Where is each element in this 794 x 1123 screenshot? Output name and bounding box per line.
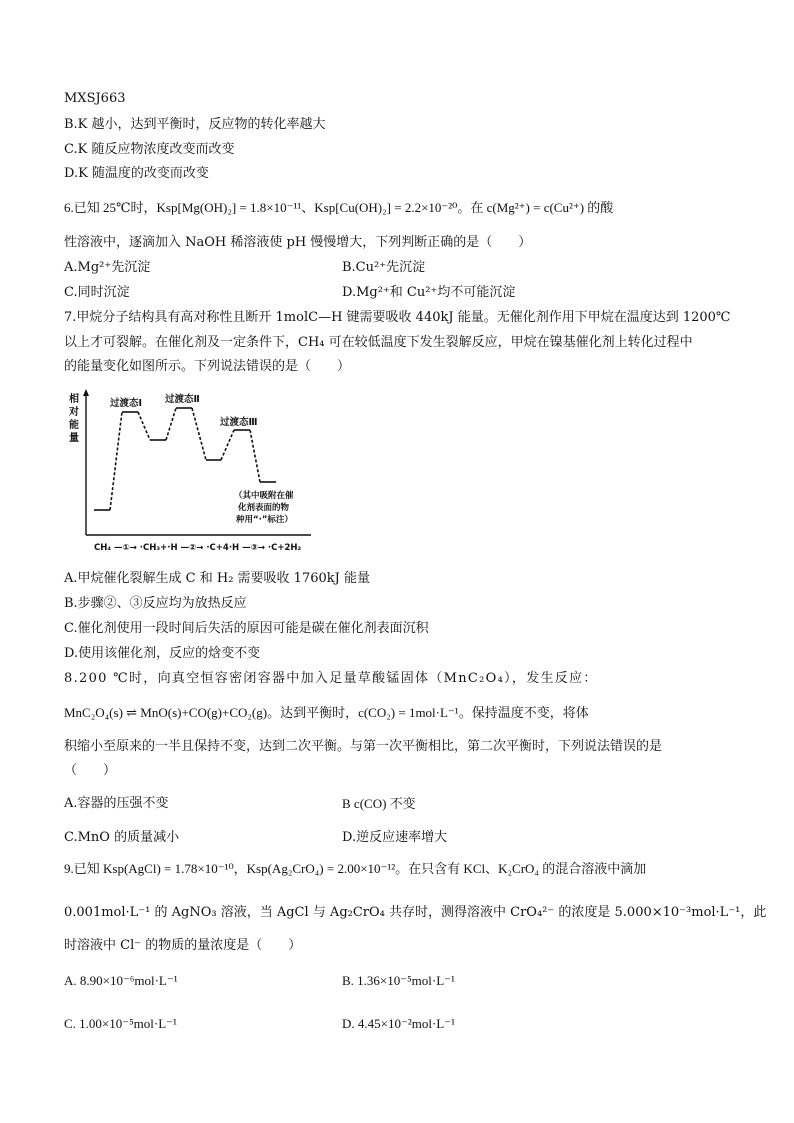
energy-profile-diagram — [66, 388, 316, 558]
path-fall-1 — [138, 412, 150, 440]
q5-option-d: D.K 随温度的改变而改变 — [64, 166, 209, 181]
q8-option-d: D.逆反应速率增大 — [342, 830, 448, 845]
q9-stem-line2: 0.001mol·L⁻¹ 的 AgNO₃ 溶液，当 AgCl 与 Ag₂CrO₄ 共存时，测得溶液中 CrO₄²⁻ 的浓度是 5.000×10⁻³mol·L⁻¹，此 — [64, 905, 767, 920]
q6-option-b: B.Cu²⁺先沉淀 — [342, 260, 426, 275]
q8-stem-line2: MnC₂O₄(s) ⇌ MnO(s)+CO(g)+CO₂(g)。达到平衡时，c(CO₂) = 1mol·L⁻¹。保持温度不变，将体 — [64, 705, 589, 720]
q5-option-c: C.K 随反应物浓度改变而改变 — [64, 142, 235, 157]
q8-stem-line1: 8.200 ℃时，向真空恒容密闭容器中加入足量草酸锰固体（MnC₂O₄），发生反应： — [64, 671, 598, 686]
q7-stem-line3: 的能量变化如图所示。下列说法错误的是（ ） — [64, 359, 351, 374]
path-rise-ts2 — [166, 408, 176, 440]
diagram-ylabel-4: 量 — [69, 433, 79, 444]
q6-option-c: C.同时沉淀 — [64, 285, 130, 300]
q7-option-d: D.使用该催化剂，反应的焓变不变 — [64, 646, 261, 661]
q8-option-c: C.MnO 的质量减小 — [64, 830, 180, 845]
q7-stem-line2: 以上才可裂解。在催化剂及一定条件下，CH₄ 可在较低温度下发生裂解反应，甲烷在镍基催化剂上转化过程中 — [64, 335, 693, 350]
label-ts1: 过渡态Ⅰ — [110, 398, 143, 409]
path-rise-ts1 — [110, 412, 122, 510]
diagram-reaction-path: CH₄ —①→ ·CH₃+·H —②→ ·C+4·H —③→ ·C+2H₂ — [94, 543, 302, 553]
q9-option-d: D. 4.45×10⁻²mol·L⁻¹ — [342, 1016, 455, 1031]
label-ts2: 过渡态Ⅱ — [165, 394, 200, 405]
q6-stem-line2: 性溶液中，逐滴加入 NaOH 稀溶液使 pH 慢慢增大，下列判断正确的是（ ） — [64, 235, 532, 250]
q6-option-d: D.Mg²⁺和 Cu²⁺均不可能沉淀 — [342, 285, 516, 300]
y-axis-arrow-icon — [83, 389, 89, 396]
diagram-note-line1: （其中吸附在催 — [234, 491, 294, 501]
path-rise-ts3 — [221, 430, 234, 460]
q9-option-c: C. 1.00×10⁻⁵mol·L⁻¹ — [64, 1016, 177, 1031]
diagram-ylabel-2: 对 — [69, 407, 79, 418]
q7-option-b: B.步骤②、③反应均为放热反应 — [64, 596, 247, 611]
path-fall-3 — [250, 430, 260, 482]
q9-option-b: B. 1.36×10⁻⁵mol·L⁻¹ — [342, 973, 455, 988]
diagram-ylabel-1: 相 — [69, 394, 79, 405]
path-fall-2 — [192, 408, 206, 460]
q8-option-a: A.容器的压强不变 — [64, 796, 169, 811]
q5-option-b: B.K 越小，达到平衡时，反应物的转化率越大 — [64, 117, 326, 132]
q9-stem-line3: 时溶液中 Cl⁻ 的物质的量浓度是（ ） — [64, 938, 302, 953]
diagram-ylabel-3: 能 — [69, 420, 79, 431]
doc-code: MXSJ663 — [64, 91, 126, 106]
label-ts3: 过渡态Ⅲ — [220, 417, 258, 428]
q6-stem-line1: 6.已知 25℃时，Ksp[Mg(OH)₂] = 1.8×10⁻¹¹、Ksp[Cu(OH)₂] = 2.2×10⁻²⁰。在 c(Mg²⁺) = c(Cu²⁺) 的酸 — [64, 200, 614, 215]
q8-option-b: B c(CO) 不变 — [342, 796, 416, 811]
q8-stem-line4: （ ） — [64, 763, 117, 778]
q6-option-a: A.Mg²⁺先沉淀 — [64, 260, 151, 275]
q9-stem-line1: 9.已知 Ksp(AgCl) = 1.78×10⁻¹⁰，Ksp(Ag₂CrO₄) = 2.00×10⁻¹²。在只含有 KCl、K₂CrO₄ 的混合溶液中滴加 — [64, 861, 647, 876]
q9-option-a: A. 8.90×10⁻⁶mol·L⁻¹ — [64, 973, 178, 988]
q7-option-c: C.催化剂使用一段时间后失活的原因可能是碳在催化剂表面沉积 — [64, 621, 429, 636]
q7-option-a: A.甲烷催化裂解生成 C 和 H₂ 需要吸收 1760kJ 能量 — [64, 571, 370, 586]
diagram-note-line2: 化剂表面的物 — [238, 503, 290, 513]
q7-stem-line1: 7.甲烷分子结构具有高对称性且断开 1molC—H 键需要吸收 440kJ 能量。无催化剂作用下甲烷在温度达到 1200℃ — [64, 310, 731, 325]
q8-stem-line3: 积缩小至原来的一半且保持不变，达到二次平衡。与第一次平衡相比，第二次平衡时，下列说法错误的是 — [64, 739, 663, 754]
diagram-note-line3: 种用“·”标注） — [236, 515, 293, 525]
